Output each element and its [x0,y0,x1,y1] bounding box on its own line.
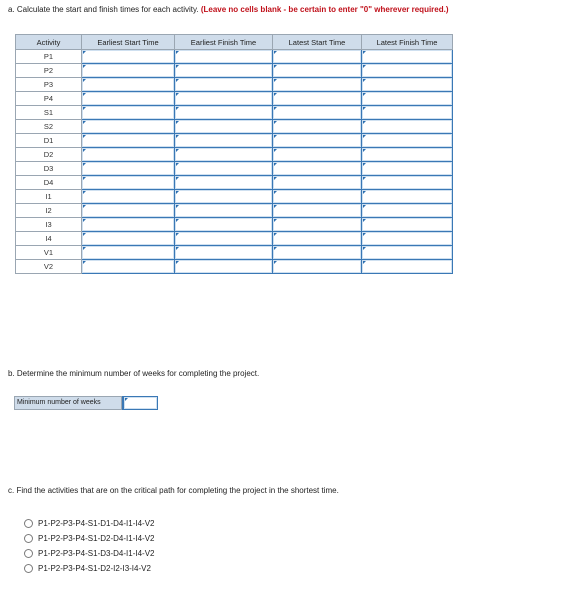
table-body [16,50,453,274]
latest-start-input[interactable] [273,120,362,134]
latest-start-input[interactable] [273,162,362,176]
latest-start-input[interactable] [273,134,362,148]
earliest-finish-input[interactable] [175,120,273,134]
latest-finish-input[interactable] [362,246,453,260]
option-label: P1-P2-P3-P4-S1-D2-I2-I3-I4-V2 [38,564,151,573]
activity-label: D4 [16,176,82,190]
radio-button[interactable] [24,549,33,558]
earliest-finish-input[interactable] [175,176,273,190]
table-row [16,190,453,204]
earliest-start-input[interactable] [82,176,175,190]
latest-start-input[interactable] [273,260,362,274]
earliest-finish-input[interactable] [175,232,273,246]
table-row [16,92,453,106]
earliest-start-input[interactable] [82,246,175,260]
latest-start-input[interactable] [273,190,362,204]
earliest-finish-input[interactable] [175,134,273,148]
earliest-finish-input[interactable] [175,260,273,274]
latest-finish-input[interactable] [362,78,453,92]
earliest-start-input[interactable] [82,120,175,134]
activity-label: S1 [16,106,82,120]
latest-finish-input[interactable] [362,120,453,134]
question-a-note: (Leave no cells blank - be certain to enter "0" wherever required.) [200,5,449,14]
table-row [16,204,453,218]
table-row [16,106,453,120]
latest-start-input[interactable] [273,204,362,218]
latest-finish-input[interactable] [362,64,453,78]
earliest-start-input[interactable] [82,162,175,176]
earliest-start-input[interactable] [82,92,175,106]
activity-label: I3 [16,218,82,232]
latest-start-input[interactable] [273,218,362,232]
activity-label: P2 [16,64,82,78]
latest-finish-input[interactable] [362,232,453,246]
question-a-text: a. Calculate the start and finish times for each activity. [8,5,199,14]
critical-path-option[interactable] [24,562,154,575]
latest-start-input[interactable] [273,78,362,92]
min-weeks-label: Minimum number of weeks [14,396,122,410]
latest-start-input[interactable] [273,50,362,64]
critical-path-option[interactable] [24,517,154,530]
latest-start-input[interactable] [273,148,362,162]
latest-finish-input[interactable] [362,176,453,190]
earliest-start-input[interactable] [82,190,175,204]
col-header-latest-start: Latest Start Time [273,35,362,50]
latest-finish-input[interactable] [362,204,453,218]
activity-label: I4 [16,232,82,246]
earliest-finish-input[interactable] [175,64,273,78]
table-row [16,134,453,148]
latest-start-input[interactable] [273,232,362,246]
earliest-finish-input[interactable] [175,246,273,260]
earliest-finish-input[interactable] [175,204,273,218]
table-header-row [16,35,453,50]
activity-label: V1 [16,246,82,260]
latest-finish-input[interactable] [362,50,453,64]
col-header-activity: Activity [16,35,82,50]
table-row [16,218,453,232]
activity-label: V2 [16,260,82,274]
min-weeks-input[interactable] [122,396,158,410]
latest-finish-input[interactable] [362,218,453,232]
latest-finish-input[interactable] [362,260,453,274]
earliest-start-input[interactable] [82,218,175,232]
latest-finish-input[interactable] [362,162,453,176]
activity-label: P3 [16,78,82,92]
activity-label: I2 [16,204,82,218]
earliest-start-input[interactable] [82,148,175,162]
activity-label: D3 [16,162,82,176]
latest-start-input[interactable] [273,92,362,106]
earliest-start-input[interactable] [82,204,175,218]
earliest-start-input[interactable] [82,78,175,92]
latest-finish-input[interactable] [362,106,453,120]
earliest-start-input[interactable] [82,50,175,64]
radio-button[interactable] [24,534,33,543]
table-row [16,148,453,162]
min-weeks-row [14,396,158,410]
earliest-finish-input[interactable] [175,78,273,92]
latest-finish-input[interactable] [362,190,453,204]
table-row [16,176,453,190]
earliest-start-input[interactable] [82,64,175,78]
col-header-earliest-start: Earliest Start Time [82,35,175,50]
question-a [8,4,449,15]
radio-button[interactable] [24,564,33,573]
latest-finish-input[interactable] [362,134,453,148]
latest-finish-input[interactable] [362,92,453,106]
earliest-start-input[interactable] [82,260,175,274]
table-row [16,50,453,64]
earliest-finish-input[interactable] [175,50,273,64]
activity-label: I1 [16,190,82,204]
earliest-finish-input[interactable] [175,148,273,162]
table-row [16,232,453,246]
earliest-start-input[interactable] [82,106,175,120]
table-row [16,246,453,260]
activity-label: S2 [16,120,82,134]
earliest-finish-input[interactable] [175,92,273,106]
latest-start-input[interactable] [273,176,362,190]
latest-start-input[interactable] [273,106,362,120]
table-row [16,260,453,274]
option-label: P1-P2-P3-P4-S1-D1-D4-I1-I4-V2 [38,519,155,528]
table-row [16,120,453,134]
table-row [16,162,453,176]
latest-start-input[interactable] [273,64,362,78]
earliest-finish-input[interactable] [175,218,273,232]
table-row [16,78,453,92]
activity-label: D1 [16,134,82,148]
table-row [16,64,453,78]
option-label: P1-P2-P3-P4-S1-D3-D4-I1-I4-V2 [38,549,155,558]
activity-label: D2 [16,148,82,162]
critical-path-option[interactable] [24,532,154,545]
earliest-finish-input[interactable] [175,190,273,204]
earliest-finish-input[interactable] [175,162,273,176]
activity-label: P1 [16,50,82,64]
latest-finish-input[interactable] [362,148,453,162]
earliest-start-input[interactable] [82,134,175,148]
question-c: c. Find the activities that are on the critical path for completing the project in the shortest time. [8,486,339,495]
latest-start-input[interactable] [273,246,362,260]
earliest-start-input[interactable] [82,232,175,246]
times-table [15,34,453,274]
question-b: b. Determine the minimum number of weeks for completing the project. [8,369,260,378]
col-header-latest-finish: Latest Finish Time [362,35,453,50]
critical-path-options [24,517,154,577]
earliest-finish-input[interactable] [175,106,273,120]
activity-label: P4 [16,92,82,106]
option-label: P1-P2-P3-P4-S1-D2-D4-I1-I4-V2 [38,534,155,543]
radio-button[interactable] [24,519,33,528]
critical-path-option[interactable] [24,547,154,560]
col-header-earliest-finish: Earliest Finish Time [175,35,273,50]
